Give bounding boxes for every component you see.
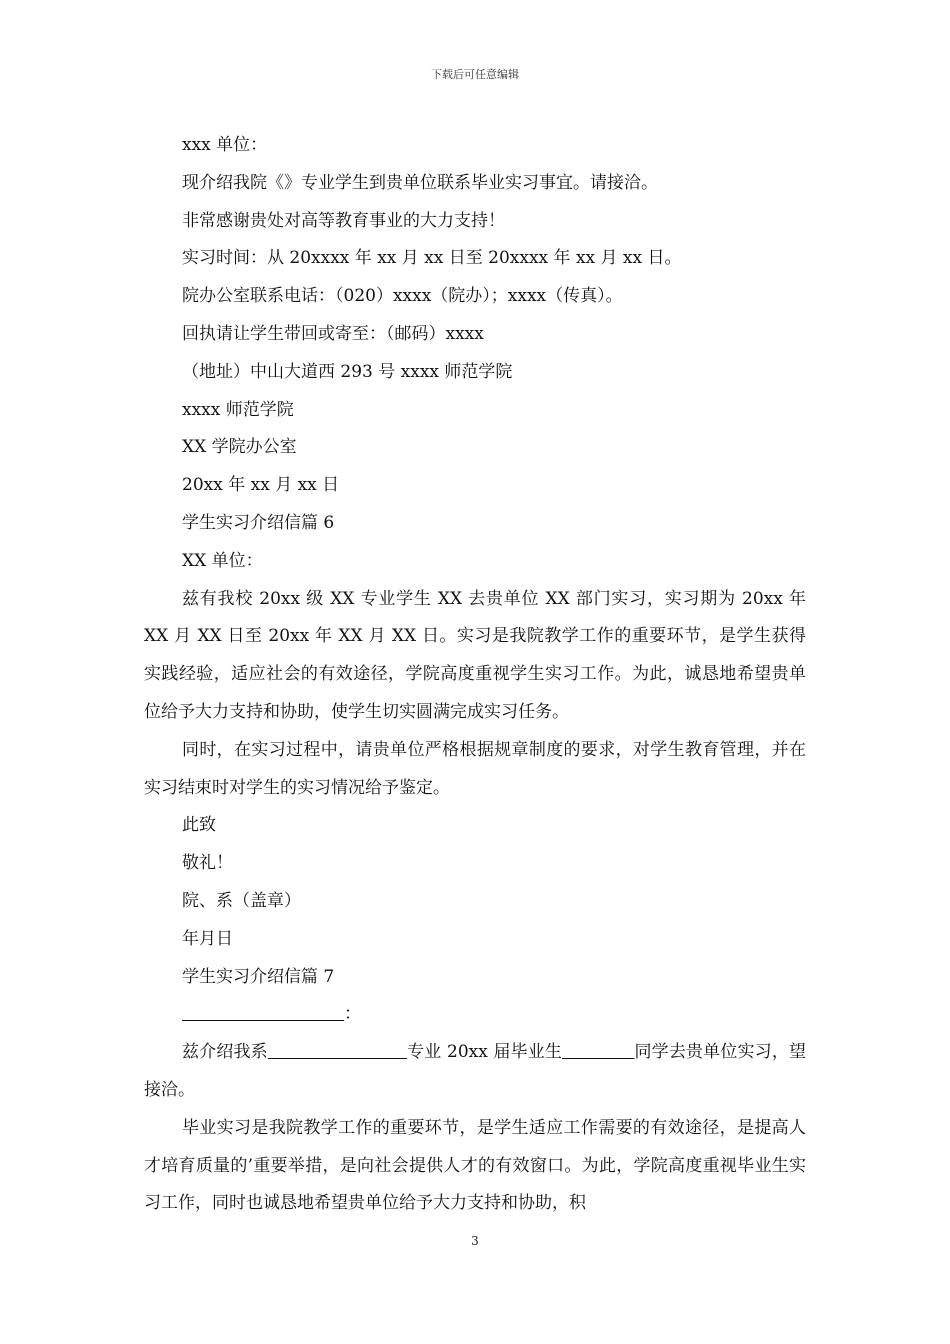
intro-paragraph: [144, 1034, 806, 1110]
section-title-6: 学生实习介绍信篇 6: [182, 512, 335, 533]
body-paragraph-1: 兹有我校 20xx 级 XX 专业学生 XX 去贵单位 XX 部门实习，实习期为 20xx 年 XX 月 XX 日至 20xx 年 XX 月 XX 日。实习是我院教学工作的重要环节，是学生获得实践经验，适应社会的有效途径，学院高度重视学生实习工作。为此，诚恳地希望贵单位给予大力支持和协助，使学生切实圆满完成实习任务。: [144, 588, 806, 722]
document-body: [144, 127, 806, 1223]
office-name-line: XX 学院办公室: [182, 437, 297, 458]
signature-date-line: 年月日: [182, 928, 233, 949]
addressee-line-6: XX 单位：: [182, 550, 263, 571]
section-title-7: 学生实习介绍信篇 7: [182, 966, 335, 987]
salutation-line: 敬礼！: [182, 853, 233, 874]
thanks-line: 非常感谢贵处对高等教育事业的大力支持！: [182, 210, 505, 231]
body-paragraph-3: 毕业实习是我院教学工作的重要环节，是学生适应工作需要的有效途径，是提高人才培育质量的’重要举措，是向社会提供人才的有效窗口。为此，学院高度重视毕业生实习工作，同时也诚恳地希望贵单位给予大力支持和协助，积: [144, 1117, 806, 1214]
addressee-blank-line: [144, 996, 806, 1034]
intro-part-3: 同学去贵单位实习，望接洽。: [144, 1042, 807, 1100]
addressee-line: xxx 单位：: [182, 135, 268, 155]
page-number: 3: [471, 1234, 479, 1248]
intro-part-1: 兹介绍我系: [182, 1042, 268, 1063]
page-header: 下载后可任意编辑: [431, 68, 519, 81]
intro-blank-student: [562, 1042, 634, 1062]
internship-period-line: 实习时间：从 20xxxx 年 xx 月 xx 日至 20xxxx 年 xx 月 xx 日。: [182, 248, 682, 269]
intro-blank-major: [268, 1042, 407, 1062]
reply-postcode-line: 回执请让学生带回或寄至：（邮码）xxxx: [182, 323, 484, 344]
date-line: 20xx 年 xx 月 xx 日: [182, 475, 340, 496]
office-phone-line: 院办公室联系电话：（020）xxxx（院办）；xxxx（传真）。: [182, 286, 623, 307]
reply-address-line: （地址）中山大道西 293 号 xxxx 师范学院: [182, 361, 513, 382]
seal-line: 院、系（盖章）: [182, 890, 301, 911]
college-name-line: xxxx 师范学院: [182, 399, 294, 420]
intro-line: 现介绍我院《》专业学生到贵单位联系毕业实习事宜。请接洽。: [182, 172, 658, 193]
closing-line: 此致: [182, 815, 216, 836]
addressee-blank: [182, 1004, 344, 1024]
addressee-colon: ：: [344, 1004, 362, 1025]
intro-part-2: 专业 20xx 届毕业生: [407, 1042, 563, 1063]
body-paragraph-2: 同时，在实习过程中，请贵单位严格根据规章制度的要求，对学生教育管理，并在实习结束时对学生的实习情况给予鉴定。: [144, 739, 806, 798]
